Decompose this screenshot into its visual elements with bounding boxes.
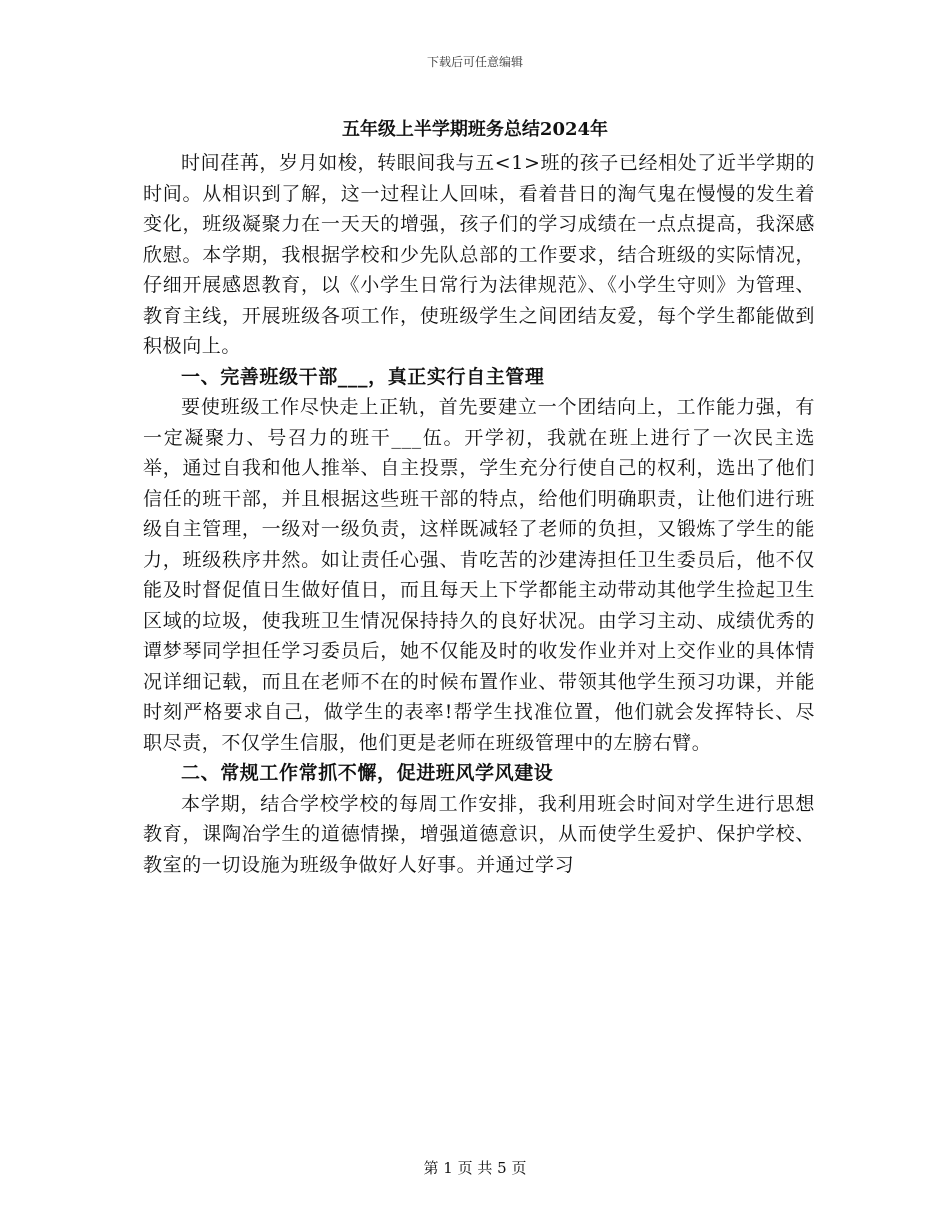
section-2 bbox=[143, 758, 815, 880]
section-paragraph: 本学期，结合学校学校的每周工作安排，我利用班会时间对学生进行思想教育，课陶冶学生的道德情操，增强道德意识，从而使学生爱护、保护学校、教室的一切设施为班级争做好人好事。并通过学习 bbox=[143, 792, 815, 876]
section-1 bbox=[143, 362, 815, 759]
intro-paragraph: 时间荏苒，岁月如梭，转眼间我与五<1>班的孩子已经相处了近半学期的时间。从相识到了解，这一过程让人回味，看着昔日的淘气鬼在慢慢的发生着变化，班级凝聚力在一天天的增强，孩子们的学习成绩在一点点提高，我深感欣慰。本学期，我根据学校和少先队总部的工作要求，结合班级的实际情况，仔细开展感恩教育，以《小学生日常行为法律规范》、《小学生守则》为管理、教育主线，开展班级各项工作，使班级学生之间团结友爱，每个学生都能做到积极向上。 bbox=[143, 152, 815, 357]
document-body bbox=[143, 148, 815, 880]
page-header-note: 下载后可任意编辑 bbox=[426, 55, 523, 69]
section-heading: 一、完善班级干部___，真正实行自主管理 bbox=[181, 365, 545, 388]
document-title: 五年级上半学期班务总结2024年 bbox=[341, 119, 609, 140]
page-number: 第 1 页 共 5 页 bbox=[423, 1159, 527, 1177]
section-heading: 二、常规工作常抓不懈，促进班风学风建设 bbox=[181, 762, 554, 784]
section-paragraph: 要使班级工作尽快走上正轨，首先要建立一个团结向上，工作能力强，有一定凝聚力、号召力的班干___伍。开学初，我就在班上进行了一次民主选举，通过自我和他人推举、自主投票，学生充分行使自己的权利，选出了他们信任的班干部，并且根据这些班干部的特点，给他们明确职责，让他们进行班级自主管理，一级对一级负责，这样既减轻了老师的负担，又锻炼了学生的能力，班级秩序井然。如让责任心强、肯吃苦的沙建涛担任卫生委员后，他不仅能及时督促值日生做好值日，而且每天上下学都能主动带动其他学生捡起卫生区域的垃圾，使我班卫生情况保持持久的良好状况。由学习主动、成绩优秀的谭梦琴同学担任学习委员后，她不仅能及时的收发作业并对上交作业的具体情况详细记载，而且在老师不在的时候布置作业、带领其他学生预习功课，并能时刻严格要求自己，做学生的表率!帮学生找准位置，他们就会发挥特长、尽职尽责，不仅学生信服，他们更是老师在班级管理中的左膀右臂。 bbox=[143, 396, 815, 754]
